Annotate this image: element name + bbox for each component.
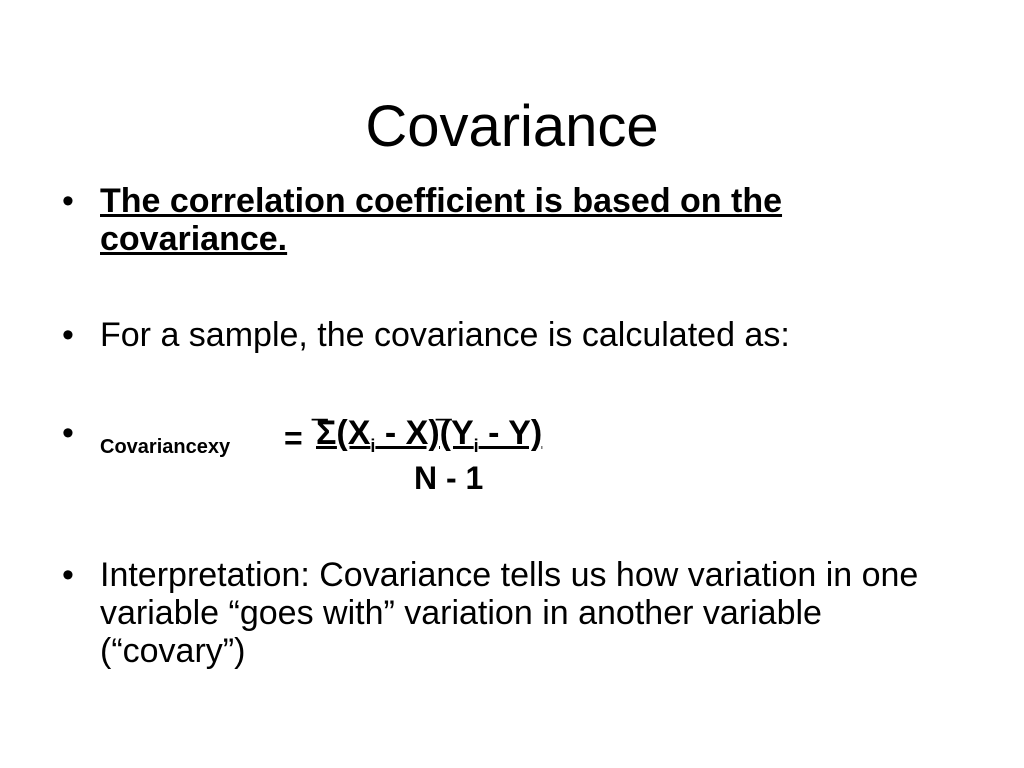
bullet-marker: • xyxy=(62,414,74,452)
numerator-part: - X)(Y xyxy=(375,414,474,452)
numerator-part: - Y) xyxy=(478,414,543,452)
bullet-text: For a sample, the covariance is calculated as: xyxy=(100,316,790,354)
formula-equals: = xyxy=(284,420,303,456)
bullet-marker: • xyxy=(62,556,74,594)
formula-denominator: N - 1 xyxy=(414,460,484,496)
subscript-i: i xyxy=(473,435,479,456)
formula-numerator xyxy=(316,414,542,457)
covariance-formula xyxy=(62,378,762,498)
numerator-part: (X xyxy=(336,414,371,452)
formula-label: Covariancexy xyxy=(100,436,231,458)
x-mean-bar: _ xyxy=(312,390,328,421)
bullet-item-sample xyxy=(62,316,962,354)
bullet-item-interpretation xyxy=(62,556,962,670)
bullet-marker: • xyxy=(62,182,74,220)
bullet-marker: • xyxy=(62,316,74,354)
bullet-text: Interpretation: Covariance tells us how variation in one variable “goes with” variation in another variable (“covary”) xyxy=(100,556,919,670)
bullet-text: The correlation coefficient is based on the covariance. xyxy=(100,182,783,258)
slide-title: Covariance xyxy=(365,94,659,159)
bullet-item-correlation xyxy=(62,182,962,258)
sigma-symbol: Σ xyxy=(316,414,337,452)
subscript-i: i xyxy=(370,435,376,456)
y-mean-bar: _ xyxy=(436,390,452,421)
